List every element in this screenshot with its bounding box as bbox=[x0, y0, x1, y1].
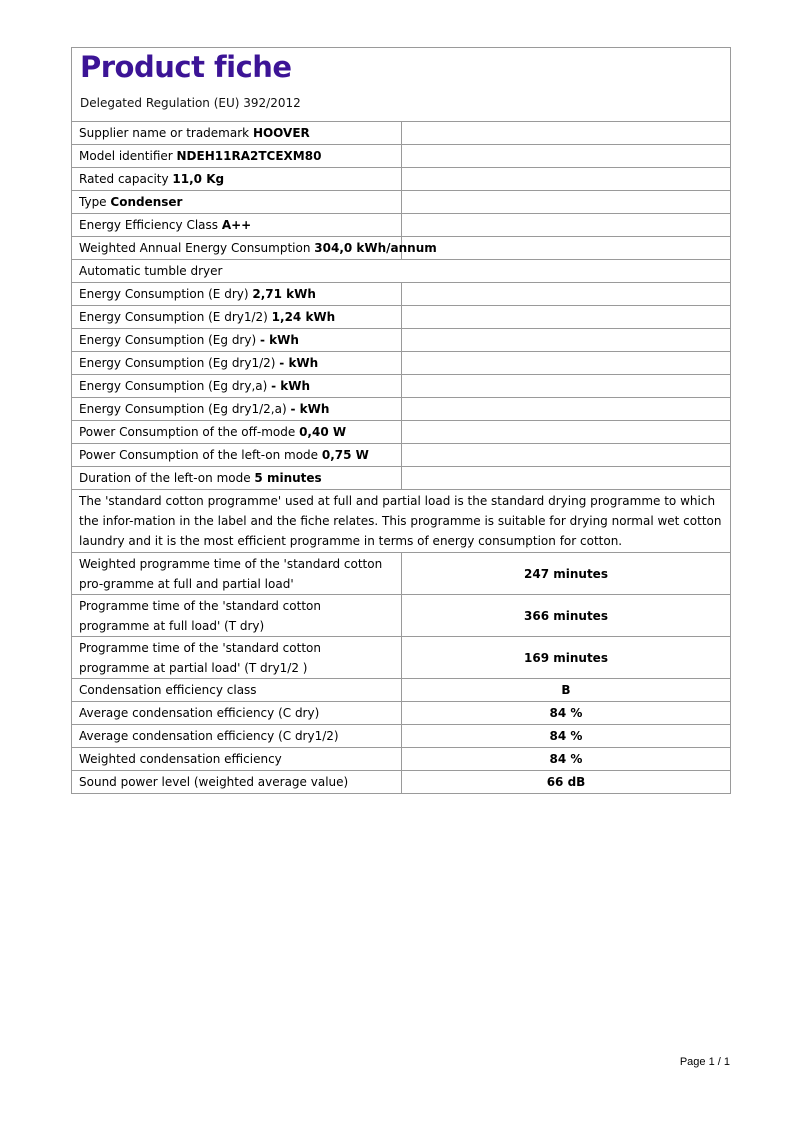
page-title: Product fiche bbox=[80, 50, 292, 84]
table-row bbox=[72, 467, 730, 490]
row-label: Condensation efficiency class bbox=[72, 679, 402, 702]
row-label: Energy Efficiency Class A++ bbox=[72, 214, 402, 237]
table-row bbox=[72, 214, 730, 237]
row-label: Weighted condensation efficiency bbox=[72, 748, 402, 771]
row-label: Energy Consumption (Eg dry1/2,a) - kWh bbox=[72, 398, 402, 421]
regulation-reference: Delegated Regulation (EU) 392/2012 bbox=[80, 96, 301, 110]
row-value: 169 minutes bbox=[402, 637, 731, 679]
table-row bbox=[72, 283, 730, 306]
table-row bbox=[72, 679, 730, 702]
table-row bbox=[72, 444, 730, 467]
row-label: Average condensation efficiency (C dry) bbox=[72, 702, 402, 725]
table-row bbox=[72, 421, 730, 444]
table-row bbox=[72, 725, 730, 748]
row-value: 247 minutes bbox=[402, 553, 731, 595]
row-label: Programme time of the 'standard cotton programme at partial load' (T dry1/2 ) bbox=[72, 637, 402, 679]
row-label: Weighted Annual Energy Consumption 304,0 kWh/annum bbox=[72, 237, 402, 260]
row-value: 84 % bbox=[402, 748, 731, 771]
table-row bbox=[72, 595, 730, 637]
row-value: 66 dB bbox=[402, 771, 731, 794]
table-row bbox=[72, 702, 730, 725]
table-row bbox=[72, 191, 730, 214]
programme-description: The 'standard cotton programme' used at full and partial load is the standard drying programme to which the infor-mation in the label and the fiche relates. This programme is suitable for drying normal wet cotton laundry and it is the most efficient programme in terms of energy consumption for cotton. bbox=[72, 490, 730, 553]
row-label: Rated capacity 11,0 Kg bbox=[72, 168, 402, 191]
row-label: Type Condenser bbox=[72, 191, 402, 214]
row-value: 84 % bbox=[402, 702, 731, 725]
row-label: Energy Consumption (E dry1/2) 1,24 kWh bbox=[72, 306, 402, 329]
section-row bbox=[72, 260, 730, 283]
row-label: Sound power level (weighted average value) bbox=[72, 771, 402, 794]
row-label: Energy Consumption (Eg dry) - kWh bbox=[72, 329, 402, 352]
row-value: 366 minutes bbox=[402, 595, 731, 637]
table-row bbox=[72, 352, 730, 375]
row-label: Energy Consumption (Eg dry,a) - kWh bbox=[72, 375, 402, 398]
section-label: Automatic tumble dryer bbox=[72, 260, 730, 283]
row-label: Supplier name or trademark HOOVER bbox=[72, 122, 402, 145]
table-row bbox=[72, 145, 730, 168]
page-number: Page 1 / 1 bbox=[679, 1056, 730, 1068]
row-label: Energy Consumption (E dry) 2,71 kWh bbox=[72, 283, 402, 306]
table-row bbox=[72, 168, 730, 191]
row-label: Programme time of the 'standard cotton programme at full load' (T dry) bbox=[72, 595, 402, 637]
row-label: Energy Consumption (Eg dry1/2) - kWh bbox=[72, 352, 402, 375]
table-row bbox=[72, 237, 730, 260]
row-label: Duration of the left-on mode 5 minutes bbox=[72, 467, 402, 490]
paragraph-row bbox=[72, 490, 730, 553]
table-row bbox=[72, 122, 730, 145]
row-label: Model identifier NDEH11RA2TCEXM80 bbox=[72, 145, 402, 168]
fiche-header bbox=[72, 48, 730, 122]
table-row bbox=[72, 306, 730, 329]
row-label: Average condensation efficiency (C dry1/2) bbox=[72, 725, 402, 748]
fiche-table bbox=[72, 122, 730, 794]
table-row bbox=[72, 375, 730, 398]
table-row bbox=[72, 637, 730, 679]
table-row bbox=[72, 398, 730, 421]
product-fiche-sheet bbox=[71, 47, 731, 794]
row-label: Weighted programme time of the 'standard cotton pro-gramme at full and partial load' bbox=[72, 553, 402, 595]
table-row bbox=[72, 553, 730, 595]
table-row bbox=[72, 748, 730, 771]
table-row bbox=[72, 329, 730, 352]
row-label: Power Consumption of the left-on mode 0,75 W bbox=[72, 444, 402, 467]
table-row bbox=[72, 771, 730, 794]
row-value: 84 % bbox=[402, 725, 731, 748]
row-value: B bbox=[402, 679, 731, 702]
row-label: Power Consumption of the off-mode 0,40 W bbox=[72, 421, 402, 444]
